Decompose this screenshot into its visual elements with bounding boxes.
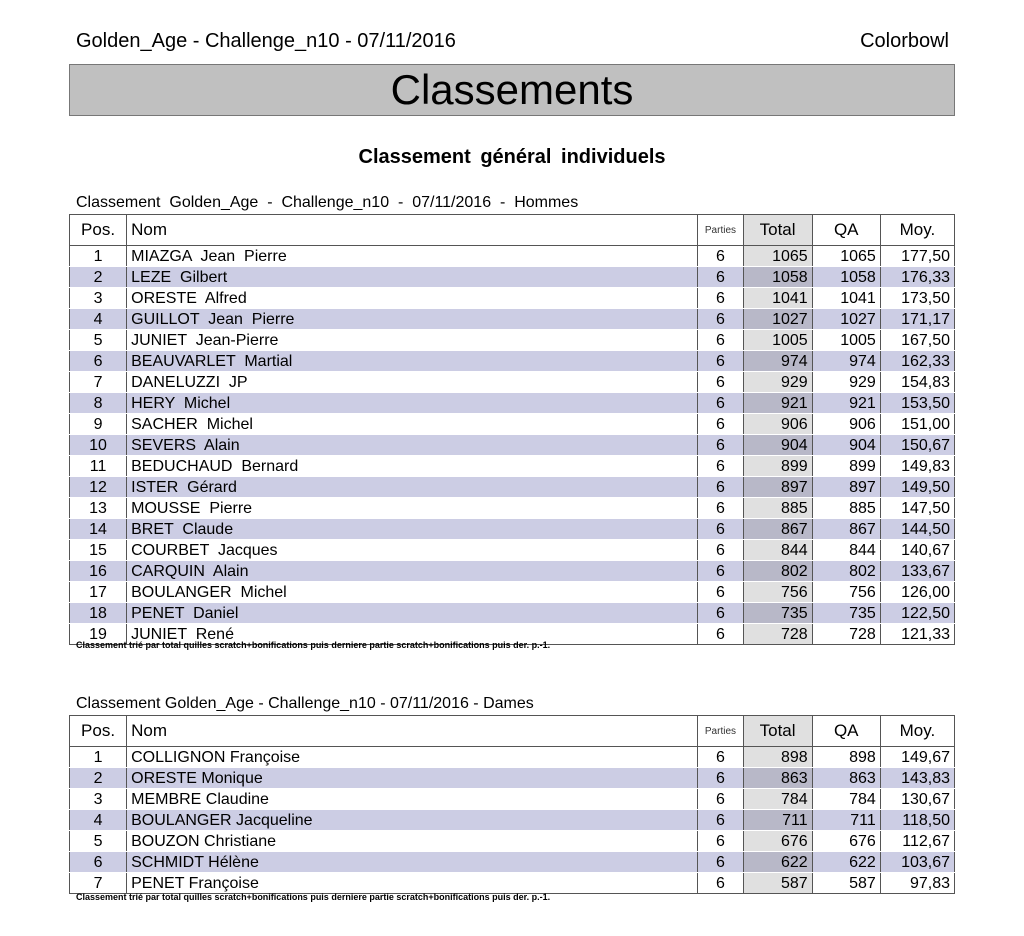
cell-pos: 15 <box>70 540 127 561</box>
cell-total: 1041 <box>743 288 812 309</box>
cell-nom: JUNIET Jean-Pierre <box>127 330 698 351</box>
men-sort-note: Classement trié par total quilles scratch+bonifications puis derniere partie scratch+bonifications puis der. p.-1. <box>76 640 551 650</box>
table-row <box>70 393 955 414</box>
table-row <box>70 603 955 624</box>
cell-nom: BOUZON Christiane <box>127 831 698 852</box>
cell-pos: 14 <box>70 519 127 540</box>
cell-nom: SCHMIDT Hélène <box>127 852 698 873</box>
cell-nom: CARQUIN Alain <box>127 561 698 582</box>
cell-total: 728 <box>743 624 812 645</box>
column-header-total: Total <box>743 215 812 246</box>
table-row <box>70 747 955 768</box>
cell-nom: BEDUCHAUD Bernard <box>127 456 698 477</box>
table-row <box>70 414 955 435</box>
cell-total: 897 <box>743 477 812 498</box>
cell-qa: 904 <box>812 435 880 456</box>
cell-pos: 7 <box>70 372 127 393</box>
page-title: Classements <box>390 66 634 113</box>
cell-parties: 6 <box>698 561 743 582</box>
table-header-row <box>70 215 955 246</box>
cell-qa: 728 <box>812 624 880 645</box>
cell-nom: JUNIET René <box>127 624 698 645</box>
cell-qa: 898 <box>812 747 880 768</box>
cell-qa: 587 <box>812 873 880 894</box>
cell-nom: SEVERS Alain <box>127 435 698 456</box>
cell-moy: 121,33 <box>880 624 954 645</box>
cell-nom: LEZE Gilbert <box>127 267 698 288</box>
cell-qa: 1027 <box>812 309 880 330</box>
cell-qa: 756 <box>812 582 880 603</box>
cell-qa: 921 <box>812 393 880 414</box>
cell-qa: 906 <box>812 414 880 435</box>
cell-nom: GUILLOT Jean Pierre <box>127 309 698 330</box>
cell-total: 784 <box>743 789 812 810</box>
cell-moy: 151,00 <box>880 414 954 435</box>
table-row <box>70 768 955 789</box>
cell-moy: 153,50 <box>880 393 954 414</box>
men-table-caption: Classement Golden_Age - Challenge_n10 - 07/11/2016 - Hommes <box>76 194 579 211</box>
cell-nom: COLLIGNON Françoise <box>127 747 698 768</box>
women-table-body <box>70 747 955 894</box>
cell-nom: SACHER Michel <box>127 414 698 435</box>
cell-qa: 974 <box>812 351 880 372</box>
cell-parties: 6 <box>698 582 743 603</box>
table-row <box>70 435 955 456</box>
cell-moy: 162,33 <box>880 351 954 372</box>
cell-nom: BOULANGER Michel <box>127 582 698 603</box>
cell-moy: 149,67 <box>880 747 954 768</box>
men-ranking-table <box>69 214 955 645</box>
cell-parties: 6 <box>698 288 743 309</box>
cell-pos: 2 <box>70 768 127 789</box>
table-row <box>70 498 955 519</box>
cell-parties: 6 <box>698 267 743 288</box>
cell-moy: 177,50 <box>880 246 954 267</box>
cell-moy: 112,67 <box>880 831 954 852</box>
column-header-nom: Nom <box>127 716 698 747</box>
cell-qa: 885 <box>812 498 880 519</box>
cell-moy: 118,50 <box>880 810 954 831</box>
table-row <box>70 477 955 498</box>
cell-pos: 6 <box>70 351 127 372</box>
cell-qa: 897 <box>812 477 880 498</box>
cell-pos: 1 <box>70 747 127 768</box>
cell-total: 929 <box>743 372 812 393</box>
cell-moy: 150,67 <box>880 435 954 456</box>
page-title-banner <box>69 64 955 116</box>
cell-pos: 2 <box>70 267 127 288</box>
cell-total: 676 <box>743 831 812 852</box>
page-header <box>76 30 949 58</box>
column-header-qa: QA <box>812 716 880 747</box>
cell-total: 802 <box>743 561 812 582</box>
cell-pos: 5 <box>70 831 127 852</box>
cell-total: 587 <box>743 873 812 894</box>
cell-total: 756 <box>743 582 812 603</box>
table-header-row <box>70 716 955 747</box>
cell-nom: MIAZGA Jean Pierre <box>127 246 698 267</box>
column-header-parties: Parties <box>698 716 743 747</box>
cell-total: 921 <box>743 393 812 414</box>
cell-parties: 6 <box>698 456 743 477</box>
cell-moy: 122,50 <box>880 603 954 624</box>
table-row <box>70 873 955 894</box>
cell-total: 1027 <box>743 309 812 330</box>
cell-moy: 130,67 <box>880 789 954 810</box>
cell-moy: 133,67 <box>880 561 954 582</box>
cell-parties: 6 <box>698 351 743 372</box>
table-row <box>70 288 955 309</box>
cell-pos: 9 <box>70 414 127 435</box>
cell-pos: 4 <box>70 810 127 831</box>
cell-total: 899 <box>743 456 812 477</box>
cell-nom: MEMBRE Claudine <box>127 789 698 810</box>
table-row <box>70 456 955 477</box>
cell-pos: 11 <box>70 456 127 477</box>
cell-nom: BOULANGER Jacqueline <box>127 810 698 831</box>
cell-qa: 1005 <box>812 330 880 351</box>
table-row <box>70 519 955 540</box>
cell-pos: 4 <box>70 309 127 330</box>
cell-qa: 735 <box>812 603 880 624</box>
cell-nom: ISTER Gérard <box>127 477 698 498</box>
cell-qa: 784 <box>812 789 880 810</box>
cell-nom: HERY Michel <box>127 393 698 414</box>
table-row <box>70 267 955 288</box>
cell-pos: 7 <box>70 873 127 894</box>
cell-qa: 863 <box>812 768 880 789</box>
venue-name: Colorbowl <box>860 30 949 52</box>
cell-moy: 144,50 <box>880 519 954 540</box>
cell-parties: 6 <box>698 603 743 624</box>
cell-parties: 6 <box>698 540 743 561</box>
cell-pos: 6 <box>70 852 127 873</box>
cell-pos: 18 <box>70 603 127 624</box>
cell-moy: 147,50 <box>880 498 954 519</box>
women-sort-note: Classement trié par total quilles scratch+bonifications puis derniere partie scratch+bonifications puis der. p.-1. <box>76 892 551 902</box>
table-row <box>70 246 955 267</box>
cell-nom: BEAUVARLET Martial <box>127 351 698 372</box>
cell-moy: 149,83 <box>880 456 954 477</box>
cell-moy: 143,83 <box>880 768 954 789</box>
cell-moy: 176,33 <box>880 267 954 288</box>
cell-pos: 19 <box>70 624 127 645</box>
column-header-parties: Parties <box>698 215 743 246</box>
women-table-caption: Classement Golden_Age - Challenge_n10 - 07/11/2016 - Dames <box>76 695 534 712</box>
table-row <box>70 582 955 603</box>
cell-moy: 126,00 <box>880 582 954 603</box>
cell-pos: 13 <box>70 498 127 519</box>
cell-parties: 6 <box>698 624 743 645</box>
column-header-pos: Pos. <box>70 215 127 246</box>
cell-qa: 711 <box>812 810 880 831</box>
cell-parties: 6 <box>698 330 743 351</box>
cell-pos: 3 <box>70 789 127 810</box>
cell-nom: ORESTE Alfred <box>127 288 698 309</box>
table-row <box>70 309 955 330</box>
cell-qa: 802 <box>812 561 880 582</box>
cell-pos: 16 <box>70 561 127 582</box>
cell-parties: 6 <box>698 519 743 540</box>
cell-total: 711 <box>743 810 812 831</box>
cell-total: 1065 <box>743 246 812 267</box>
cell-total: 906 <box>743 414 812 435</box>
column-header-nom: Nom <box>127 215 698 246</box>
cell-pos: 17 <box>70 582 127 603</box>
cell-moy: 171,17 <box>880 309 954 330</box>
cell-nom: BRET Claude <box>127 519 698 540</box>
cell-parties: 6 <box>698 414 743 435</box>
cell-qa: 1041 <box>812 288 880 309</box>
cell-total: 622 <box>743 852 812 873</box>
cell-parties: 6 <box>698 393 743 414</box>
cell-total: 867 <box>743 519 812 540</box>
cell-pos: 3 <box>70 288 127 309</box>
table-row <box>70 852 955 873</box>
table-row <box>70 330 955 351</box>
cell-moy: 149,50 <box>880 477 954 498</box>
cell-total: 885 <box>743 498 812 519</box>
cell-parties: 6 <box>698 435 743 456</box>
cell-parties: 6 <box>698 309 743 330</box>
table-row <box>70 540 955 561</box>
cell-parties: 6 <box>698 498 743 519</box>
cell-moy: 140,67 <box>880 540 954 561</box>
column-header-moy: Moy. <box>880 716 954 747</box>
table-row <box>70 561 955 582</box>
column-header-pos: Pos. <box>70 716 127 747</box>
cell-total: 1005 <box>743 330 812 351</box>
cell-qa: 676 <box>812 831 880 852</box>
cell-parties: 6 <box>698 372 743 393</box>
cell-pos: 5 <box>70 330 127 351</box>
cell-moy: 97,83 <box>880 873 954 894</box>
cell-total: 904 <box>743 435 812 456</box>
event-title: Golden_Age - Challenge_n10 - 07/11/2016 <box>76 30 456 52</box>
cell-parties: 6 <box>698 789 743 810</box>
cell-pos: 1 <box>70 246 127 267</box>
table-row <box>70 351 955 372</box>
cell-parties: 6 <box>698 873 743 894</box>
cell-moy: 167,50 <box>880 330 954 351</box>
cell-moy: 173,50 <box>880 288 954 309</box>
cell-qa: 929 <box>812 372 880 393</box>
cell-total: 1058 <box>743 267 812 288</box>
cell-parties: 6 <box>698 810 743 831</box>
cell-parties: 6 <box>698 246 743 267</box>
cell-nom: MOUSSE Pierre <box>127 498 698 519</box>
cell-parties: 6 <box>698 477 743 498</box>
cell-pos: 10 <box>70 435 127 456</box>
cell-total: 844 <box>743 540 812 561</box>
cell-total: 898 <box>743 747 812 768</box>
cell-parties: 6 <box>698 852 743 873</box>
cell-qa: 1065 <box>812 246 880 267</box>
cell-nom: PENET Daniel <box>127 603 698 624</box>
cell-moy: 103,67 <box>880 852 954 873</box>
column-header-qa: QA <box>812 215 880 246</box>
cell-qa: 899 <box>812 456 880 477</box>
cell-parties: 6 <box>698 768 743 789</box>
cell-qa: 867 <box>812 519 880 540</box>
section-subtitle: Classement général individuels <box>358 146 666 168</box>
cell-total: 863 <box>743 768 812 789</box>
table-row <box>70 372 955 393</box>
cell-nom: ORESTE Monique <box>127 768 698 789</box>
cell-parties: 6 <box>698 747 743 768</box>
women-ranking-table <box>69 715 955 894</box>
cell-nom: PENET Françoise <box>127 873 698 894</box>
cell-total: 735 <box>743 603 812 624</box>
cell-qa: 844 <box>812 540 880 561</box>
cell-pos: 8 <box>70 393 127 414</box>
cell-qa: 622 <box>812 852 880 873</box>
table-row <box>70 789 955 810</box>
cell-qa: 1058 <box>812 267 880 288</box>
column-header-total: Total <box>743 716 812 747</box>
men-table-body <box>70 246 955 645</box>
cell-parties: 6 <box>698 831 743 852</box>
cell-moy: 154,83 <box>880 372 954 393</box>
cell-nom: COURBET Jacques <box>127 540 698 561</box>
cell-nom: DANELUZZI JP <box>127 372 698 393</box>
table-row <box>70 810 955 831</box>
cell-total: 974 <box>743 351 812 372</box>
column-header-moy: Moy. <box>880 215 954 246</box>
cell-pos: 12 <box>70 477 127 498</box>
table-row <box>70 831 955 852</box>
